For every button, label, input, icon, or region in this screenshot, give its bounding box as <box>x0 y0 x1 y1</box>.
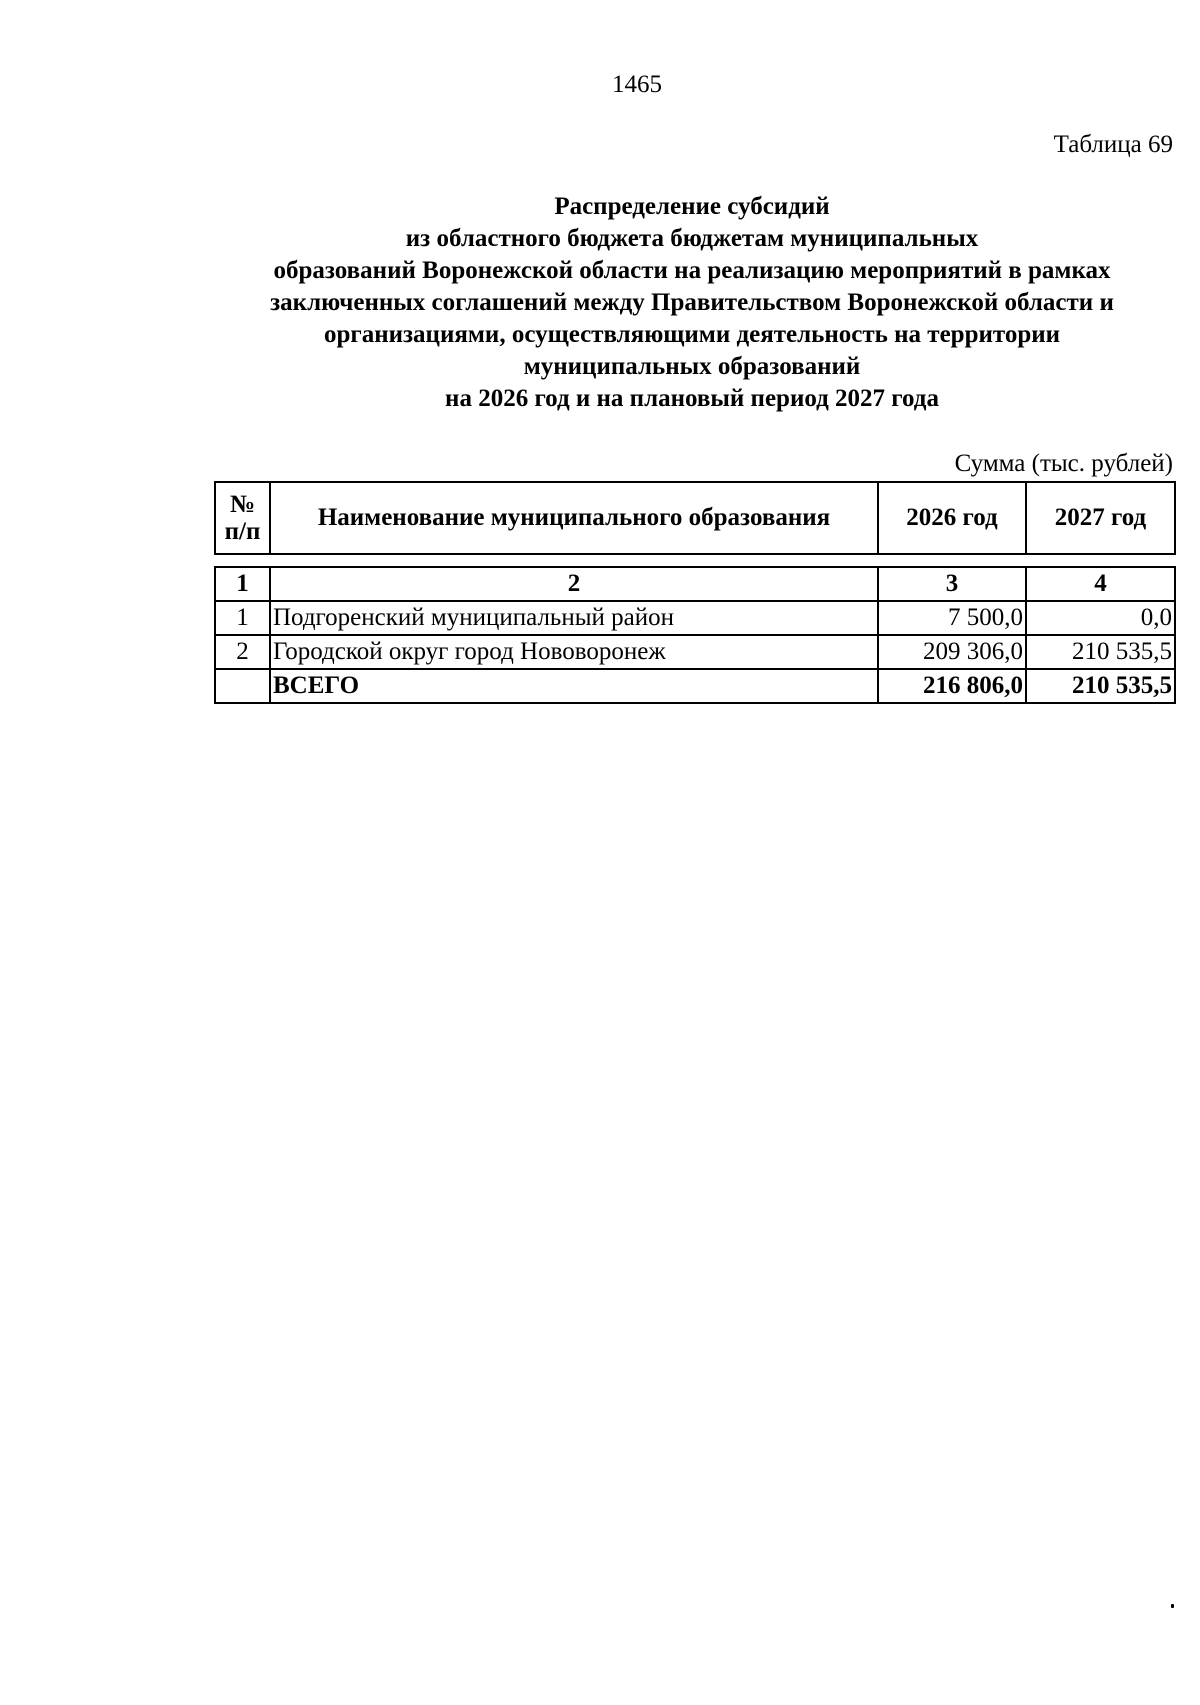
title-line: заключенных соглашений между Правительством Воронежской области и <box>270 289 1114 316</box>
title-line: образований Воронежской области на реализацию мероприятий в рамках <box>273 257 1111 284</box>
title-line: из областного бюджета бюджетам муниципальных <box>405 225 979 252</box>
table-row <box>215 635 1175 669</box>
title-line: муниципальных образований <box>523 353 861 380</box>
row-name: Городской округ город Нововоронеж <box>270 635 878 669</box>
header-number-sign: № <box>229 491 256 518</box>
row-value-2027: 210 535,5 <box>1026 635 1175 669</box>
header-cell-2026: 2026 год <box>878 482 1026 554</box>
header-row <box>215 482 1175 554</box>
title-line: на 2026 год и на плановый период 2027 года <box>445 385 939 412</box>
column-index-cell: 2 <box>270 567 878 601</box>
row-name: Подгоренский муниципальный район <box>270 601 878 635</box>
column-index-cell: 3 <box>878 567 1026 601</box>
total-label: ВСЕГО <box>270 669 878 703</box>
document-title <box>212 191 1172 415</box>
row-value-2026: 7 500,0 <box>878 601 1026 635</box>
row-number: 1 <box>215 601 270 635</box>
scan-dot-mark <box>1171 1604 1174 1608</box>
unit-note: Сумма (тыс. рублей) <box>954 450 1173 477</box>
row-number: 2 <box>215 635 270 669</box>
total-number-cell <box>215 669 270 703</box>
page-number: 1465 <box>612 71 662 98</box>
total-value-2026: 216 806,0 <box>878 669 1026 703</box>
column-index-row <box>215 567 1175 601</box>
table-label: Таблица 69 <box>1053 131 1173 158</box>
column-index-cell: 1 <box>215 567 270 601</box>
data-table <box>214 566 1176 704</box>
total-value-2027: 210 535,5 <box>1026 669 1175 703</box>
total-row <box>215 669 1175 703</box>
title-line: организациями, осуществляющими деятельность на территории <box>323 321 1061 348</box>
header-cell-2027: 2027 год <box>1026 482 1175 554</box>
table-row <box>215 601 1175 635</box>
table-header <box>214 481 1176 555</box>
header-cell-name: Наименование муниципального образования <box>270 482 878 554</box>
header-cell-number <box>215 482 270 554</box>
title-line: Распределение субсидий <box>554 193 830 220</box>
column-index-cell: 4 <box>1026 567 1175 601</box>
row-value-2027: 0,0 <box>1026 601 1175 635</box>
header-number-abbr: п/п <box>224 518 261 545</box>
row-value-2026: 209 306,0 <box>878 635 1026 669</box>
